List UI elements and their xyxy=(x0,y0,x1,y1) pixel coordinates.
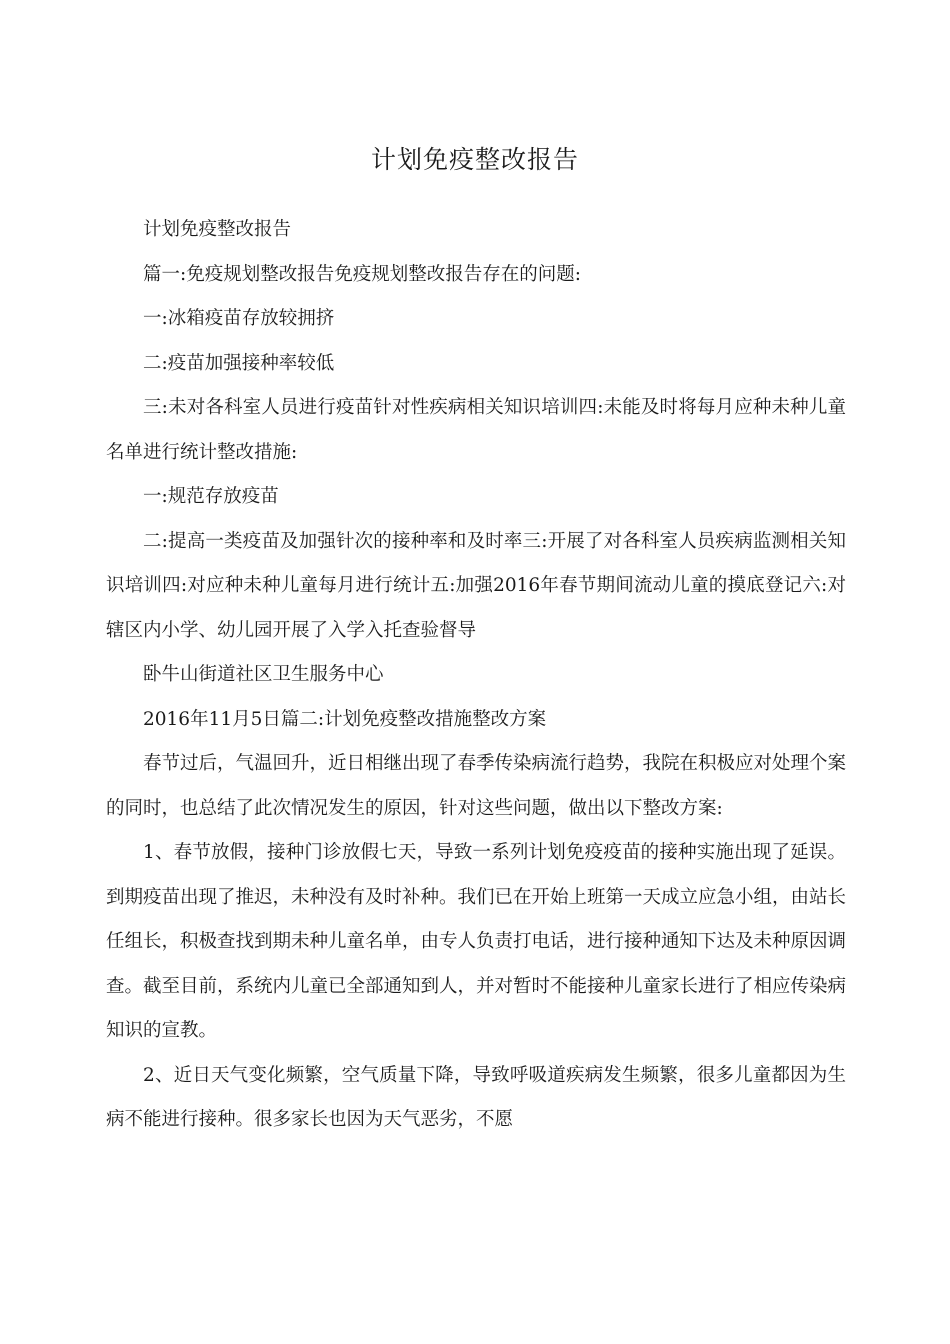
paragraph-item-2: 2、近日天气变化频繁，空气质量下降，导致呼吸道疾病发生频繁，很多儿童都因为生病不能进行接种。很多家长也因为天气恶劣，不愿 xyxy=(106,1064,846,1130)
paragraph-measure-1: 一:规范存放疫苗 xyxy=(143,486,279,507)
paragraph-organization: 卧牛山街道社区卫生服务中心 xyxy=(143,664,384,685)
document-body xyxy=(106,208,846,1143)
paragraph-date-part-two: 2016年11月5日篇二:计划免疫整改措施整改方案 xyxy=(143,708,547,730)
paragraph-problem-2: 二:疫苗加强接种率较低 xyxy=(143,352,335,374)
paragraph-part-one-heading: 篇一:免疫规划整改报告免疫规划整改报告存在的问题: xyxy=(143,263,581,285)
document-title: 计划免疫整改报告 xyxy=(370,145,579,174)
paragraph-problem-3-4: 三:未对各科室人员进行疫苗针对性疾病相关知识培训四:未能及时将每月应种未种儿童名单进行统计整改措施: xyxy=(106,397,846,463)
paragraph-intro: 春节过后，气温回升，近日相继出现了春季传染病流行趋势，我院在积极应对处理个案的同时，也总结了此次情况发生的原因，针对这些问题，做出以下整改方案: xyxy=(106,753,847,819)
paragraph-measures-2-6: 二:提高一类疫苗及加强针次的接种率和及时率三:开展了对各科室人员疾病监测相关知识培训四:对应种未种儿童每月进行统计五:加强2016年春节期间流动儿童的摸底登记六:对辖区内小学、幼儿园开展了入学入托查验督导 xyxy=(106,530,846,641)
paragraph-subtitle: 计划免疫整改报告 xyxy=(143,219,292,240)
paragraph-item-1: 1、春节放假，接种门诊放假七天，导致一系列计划免疫疫苗的接种实施出现了延误。到期疫苗出现了推迟，未种没有及时补种。我们已在开始上班第一天成立应急小组，由站长任组长，积极查找到期未种儿童名单，由专人负责打电话，进行接种通知下达及未种原因调查。截至目前，系统内儿童已全部通知到人，并对暂时不能接种儿童家长进行了相应传染病知识的宣教。 xyxy=(106,842,847,1041)
paragraph-problem-1: 一:冰箱疫苗存放较拥挤 xyxy=(143,308,335,329)
